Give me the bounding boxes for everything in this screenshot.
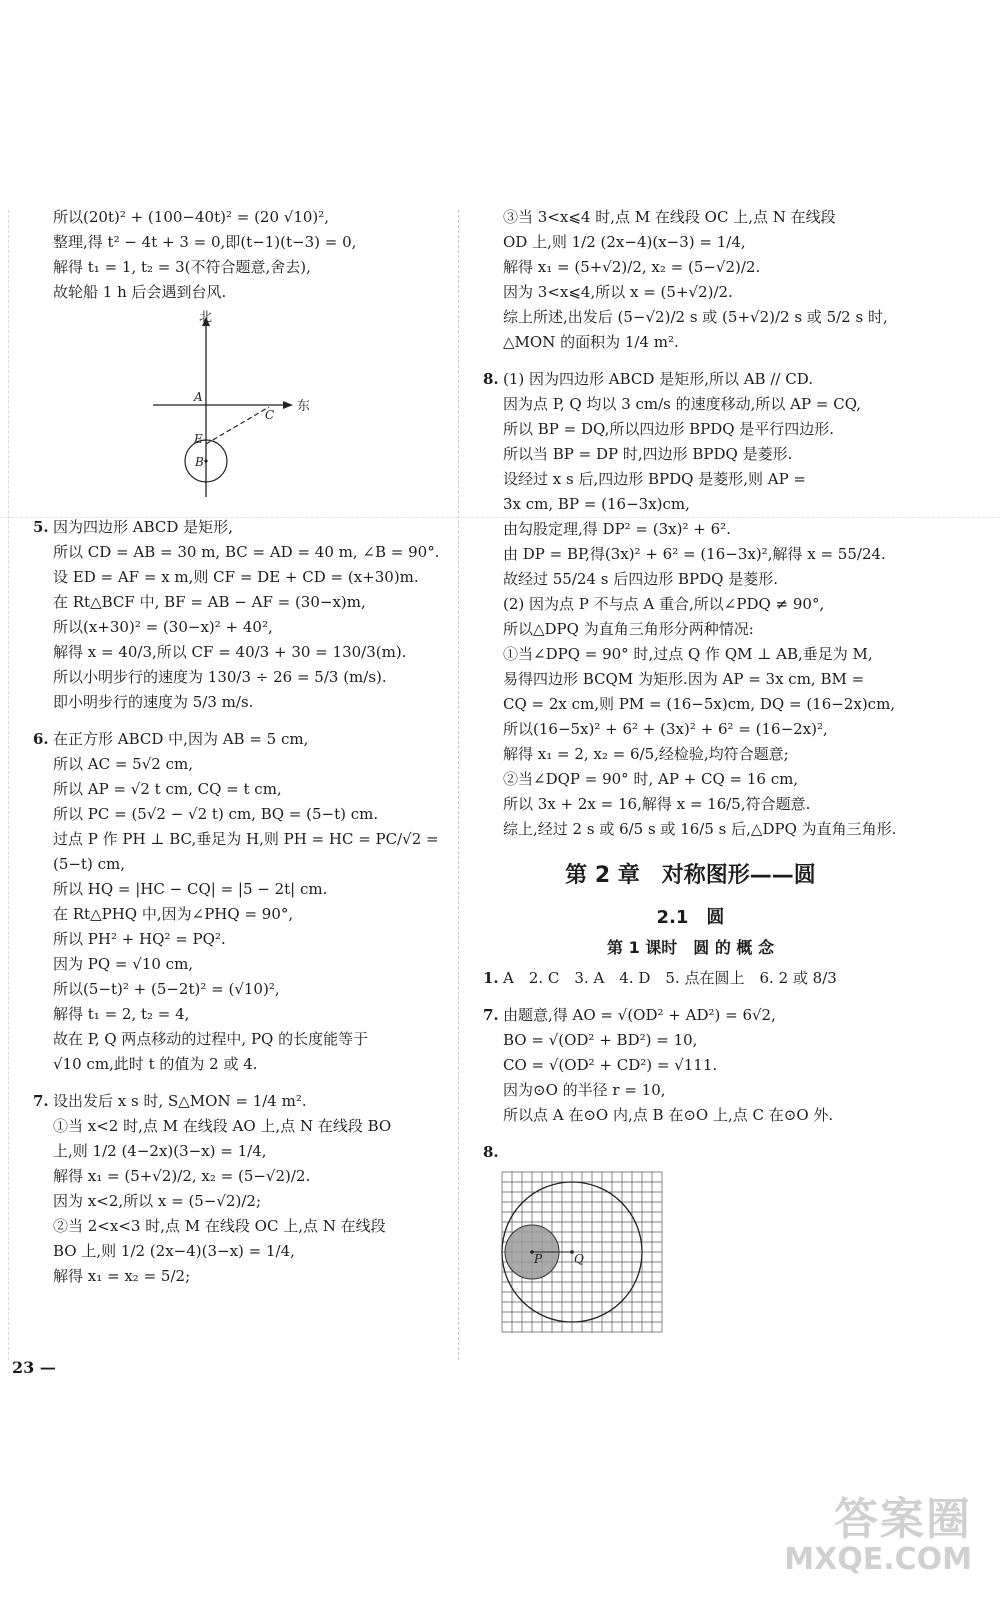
text-line (33, 255, 448, 280)
text-line (33, 205, 448, 230)
problem-number: 7. (33, 1092, 49, 1110)
problem-number: 8. (483, 1143, 499, 1161)
problem-number: 7. (483, 1006, 499, 1024)
line-text: 解得 x₁ = (5+√2)/2, x₂ = (5−√2)/2. (503, 258, 761, 276)
text-line (33, 690, 448, 715)
line-text: 所以 BP = DQ,所以四边形 BPDQ 是平行四边形. (503, 420, 835, 438)
lesson-answers (483, 966, 898, 1337)
typhoon-diagram-svg (151, 309, 341, 499)
line-text: 故经过 55/24 s 后四边形 BPDQ 是菱形. (503, 570, 778, 588)
column-divider (458, 210, 459, 1360)
left-column (33, 205, 448, 1289)
text-line (483, 1078, 898, 1103)
text-line (483, 517, 898, 542)
line-text: (2) 因为点 P 不与点 A 重合,所以∠PDQ ≠ 90°, (503, 595, 825, 613)
line-text: √10 cm,此时 t 的值为 2 或 4. (53, 1055, 258, 1073)
text-line (483, 717, 898, 742)
text-line (33, 777, 448, 802)
line-text: 3x cm, BP = (16−3x)cm, (503, 495, 690, 513)
line-text: 所以 PH² + HQ² = PQ². (53, 930, 226, 948)
text-line (483, 642, 898, 667)
line-text: CO = √(OD² + CD²) = √111. (503, 1056, 718, 1074)
line-text: 由 DP = BP,得(3x)² + 6² = (16−3x)²,解得 x = 55/24. (503, 545, 886, 563)
text-line (483, 280, 898, 305)
text-line (483, 617, 898, 642)
line-text: 所以(20t)² + (100−40t)² = (20 √10)², (53, 208, 330, 226)
text-line (33, 1052, 448, 1077)
text-line (33, 540, 448, 565)
spacer (483, 1128, 898, 1140)
text-line (33, 1139, 448, 1164)
problem-line (483, 1140, 898, 1165)
text-line (483, 742, 898, 767)
line-text: 整理,得 t² − 4t + 3 = 0,即(t−1)(t−3) = 0, (53, 233, 357, 251)
text-line (33, 1002, 448, 1027)
text-line (483, 817, 898, 842)
page-number: 23 — (12, 1358, 56, 1377)
text-line (483, 255, 898, 280)
chapter-title: 第 2 章 对称图形——圆 (565, 863, 816, 888)
line-text: 设 ED = AF = x m,则 CF = DE + CD = (x+30)m. (53, 568, 419, 586)
line-text: 解得 t₁ = 2, t₂ = 4, (53, 1005, 190, 1023)
line-text: 解得 x₁ = x₂ = 5/2; (53, 1267, 191, 1285)
line-text: 所以点 A 在⊙O 内,点 B 在⊙O 上,点 C 在⊙O 外. (503, 1106, 834, 1124)
text-line (483, 417, 898, 442)
text-line (483, 792, 898, 817)
problem-line (33, 727, 448, 752)
point-q-label: Q (574, 1252, 584, 1266)
line-text: △MON 的面积为 1/4 m². (503, 333, 679, 351)
line-text: 所以 AC = 5√2 cm, (53, 755, 193, 773)
spacer (483, 991, 898, 1003)
line-text: 因为四边形 ABCD 是矩形, (53, 518, 233, 536)
section-title: 2.1 圆 (656, 907, 725, 928)
line-text: 设经过 x s 后,四边形 BPDQ 是菱形,则 AP = (503, 470, 807, 488)
line-text: 即小明步行的速度为 5/3 m/s. (53, 693, 254, 711)
line-text: (1) 因为四边形 ABCD 是矩形,所以 AB // CD. (503, 370, 813, 388)
problem-number: 1. (483, 969, 499, 987)
text-line (33, 852, 448, 877)
text-line (483, 467, 898, 492)
problem-number: 8. (483, 370, 499, 388)
line-text: 综上,经过 2 s 或 6/5 s 或 16/5 s 后,△DPQ 为直角三角形. (503, 820, 897, 838)
text-line (483, 542, 898, 567)
point-p-label: P (534, 1252, 543, 1266)
text-line (483, 230, 898, 255)
problem-number: 6. (33, 730, 49, 748)
text-line (483, 392, 898, 417)
text-line (33, 827, 448, 852)
line-text: 由勾股定理,得 DP² = (3x)² + 6². (503, 520, 731, 538)
text-line (33, 280, 448, 305)
line-text: 设出发后 x s 时, S△MON = 1/4 m². (53, 1092, 307, 1110)
text-line (33, 752, 448, 777)
line-text: 所以 3x + 2x = 16,解得 x = 16/5,符合题意. (503, 795, 811, 813)
text-line (483, 305, 898, 330)
right-column (483, 205, 898, 1337)
text-line (33, 927, 448, 952)
line-text: 所以(16−5x)² + 6² + (3x)² + 6² = (16−2x)², (503, 720, 828, 738)
east-arrow-icon (283, 401, 293, 409)
text-line (483, 442, 898, 467)
spacer (33, 503, 448, 515)
text-line (33, 1114, 448, 1139)
text-line (33, 952, 448, 977)
line-text: OD 上,则 1/2 (2x−4)(x−3) = 1/4, (503, 233, 746, 251)
line-text: 故轮船 1 h 后会遇到台风. (53, 283, 227, 301)
line-text: 在 Rt△PHQ 中,因为∠PHQ = 90°, (53, 905, 294, 923)
text-line (33, 230, 448, 255)
text-line (483, 330, 898, 355)
binding-margin-line (8, 210, 9, 1360)
line-text: 解得 x₁ = 2, x₂ = 6/5,经检验,均符合题意; (503, 745, 789, 763)
line-text: BO 上,则 1/2 (2x−4)(3−x) = 1/4, (53, 1242, 295, 1260)
line-text: 在 Rt△BCF 中, BF = AB − AF = (30−x)m, (53, 593, 366, 611)
text-line (483, 567, 898, 592)
line-text: 因为⊙O 的半径 r = 10, (503, 1081, 666, 1099)
problem-line (33, 515, 448, 540)
point-a-label: A (194, 390, 203, 404)
text-line (33, 640, 448, 665)
grid-figure-svg (501, 1171, 663, 1333)
line-text: 因为 PQ = √10 cm, (53, 955, 194, 973)
text-line (33, 877, 448, 902)
problem-number: 5. (33, 518, 49, 536)
line-text: 所以 AP = √2 t cm, CQ = t cm, (53, 780, 282, 798)
text-line (483, 667, 898, 692)
line-text: 易得四边形 BCQM 为矩形.因为 AP = 3x cm, BM = (503, 670, 865, 688)
line-text: 所以(x+30)² = (30−x)² + 40², (53, 618, 273, 636)
text-line (33, 590, 448, 615)
watermark-logo-text: 答案圈 (834, 1494, 972, 1545)
ship-path-dashed (206, 407, 269, 444)
line-text: 由题意,得 AO = √(OD² + AD²) = 6√2, (503, 1006, 776, 1024)
line-text: 所以(5−t)² + (5−2t)² = (√10)², (53, 980, 280, 998)
text-line (33, 977, 448, 1002)
text-line (483, 767, 898, 792)
typhoon-diagram (151, 309, 448, 503)
line-text: (5−t) cm, (53, 855, 126, 873)
line-text: ②当 2<x<3 时,点 M 在线段 OC 上,点 N 在线段 (53, 1217, 386, 1235)
line-text: 因为 3<x⩽4,所以 x = (5+√2)/2. (503, 283, 733, 301)
text-line (33, 802, 448, 827)
right-solutions-part (483, 205, 898, 842)
line-text: 解得 t₁ = 1, t₂ = 3(不符合题意,舍去), (53, 258, 311, 276)
text-line (33, 665, 448, 690)
line-text: 所以 HQ = |HC − CQ| = |5 − 2t| cm. (53, 880, 328, 898)
watermark-logo (784, 1496, 972, 1576)
line-text: 解得 x₁ = (5+√2)/2, x₂ = (5−√2)/2. (53, 1167, 311, 1185)
text-line (33, 1239, 448, 1264)
text-line (483, 1028, 898, 1053)
text-line (33, 615, 448, 640)
text-line (33, 902, 448, 927)
line-text: 综上所述,出发后 (5−√2)/2 s 或 (5+√2)/2 s 或 5/2 s 时, (503, 308, 888, 326)
line-text: 所以当 BP = DP 时,四边形 BPDQ 是菱形. (503, 445, 793, 463)
spacer (33, 1077, 448, 1089)
line-text: ②当∠DQP = 90° 时, AP + CQ = 16 cm, (503, 770, 799, 788)
line-text: 过点 P 作 PH ⊥ BC,垂足为 H,则 PH = HC = PC/√2 = (53, 830, 439, 848)
line-text: 在正方形 ABCD 中,因为 AB = 5 cm, (53, 730, 309, 748)
line-text: 解得 x = 40/3,所以 CF = 40/3 + 30 = 130/3(m). (53, 643, 407, 661)
text-line (483, 205, 898, 230)
spacer (483, 355, 898, 367)
line-text: 上,则 1/2 (4−2x)(3−x) = 1/4, (53, 1142, 267, 1160)
point-c-label: C (265, 408, 275, 422)
line-text: 所以小明步行的速度为 130/3 ÷ 26 = 5/3 (m/s). (53, 668, 387, 686)
text-line (33, 1264, 448, 1289)
text-line (483, 692, 898, 717)
text-line (483, 492, 898, 517)
east-label: 东 (297, 399, 311, 414)
point-b-label: B (195, 455, 204, 469)
line-text: 所以 CD = AB = 30 m, BC = AD = 40 m, ∠B = 90°. (53, 543, 440, 561)
text-line (483, 592, 898, 617)
north-label: 北 (199, 310, 213, 325)
line-text: BO = √(OD² + BD²) = 10, (503, 1031, 698, 1049)
problem-line (483, 1003, 898, 1028)
line-text: ①当 x<2 时,点 M 在线段 AO 上,点 N 在线段 BO (53, 1117, 392, 1135)
line-text: 因为 x<2,所以 x = (5−√2)/2; (53, 1192, 262, 1210)
line-text: A 2. C 3. A 4. D 5. 点在圆上 6. 2 或 8/3 (503, 969, 837, 987)
text-line (33, 565, 448, 590)
line-text: CQ = 2x cm,则 PM = (16−5x)cm, DQ = (16−2x)cm, (503, 695, 896, 713)
line-text: ③当 3<x⩽4 时,点 M 在线段 OC 上,点 N 在线段 (503, 208, 836, 226)
line-text: ①当∠DPQ = 90° 时,过点 Q 作 QM ⊥ AB,垂足为 M, (503, 645, 873, 663)
text-line (33, 1214, 448, 1239)
text-line (483, 1103, 898, 1128)
typhoon-center (204, 459, 207, 462)
text-line (33, 1189, 448, 1214)
watermark-site: MXQE.COM (784, 1542, 972, 1577)
line-text: 所以△DPQ 为直角三角形分两种情况: (503, 620, 754, 638)
point-e-label: E (194, 432, 203, 446)
text-line (33, 1164, 448, 1189)
spacer (33, 715, 448, 727)
problem-line (483, 966, 898, 991)
text-line (33, 1027, 448, 1052)
lesson-title: 第 1 课时 圆 的 概 念 (607, 938, 774, 957)
problem-line (483, 367, 898, 392)
problem-line (33, 1089, 448, 1114)
line-text: 因为点 P, Q 均以 3 cm/s 的速度移动,所以 AP = CQ, (503, 395, 862, 413)
line-text: 所以 PC = (5√2 − √2 t) cm, BQ = (5−t) cm. (53, 805, 379, 823)
grid-circle-figure (501, 1171, 898, 1337)
line-text: 故在 P, Q 两点移动的过程中, PQ 的长度能等于 (53, 1030, 369, 1048)
text-line (483, 1053, 898, 1078)
